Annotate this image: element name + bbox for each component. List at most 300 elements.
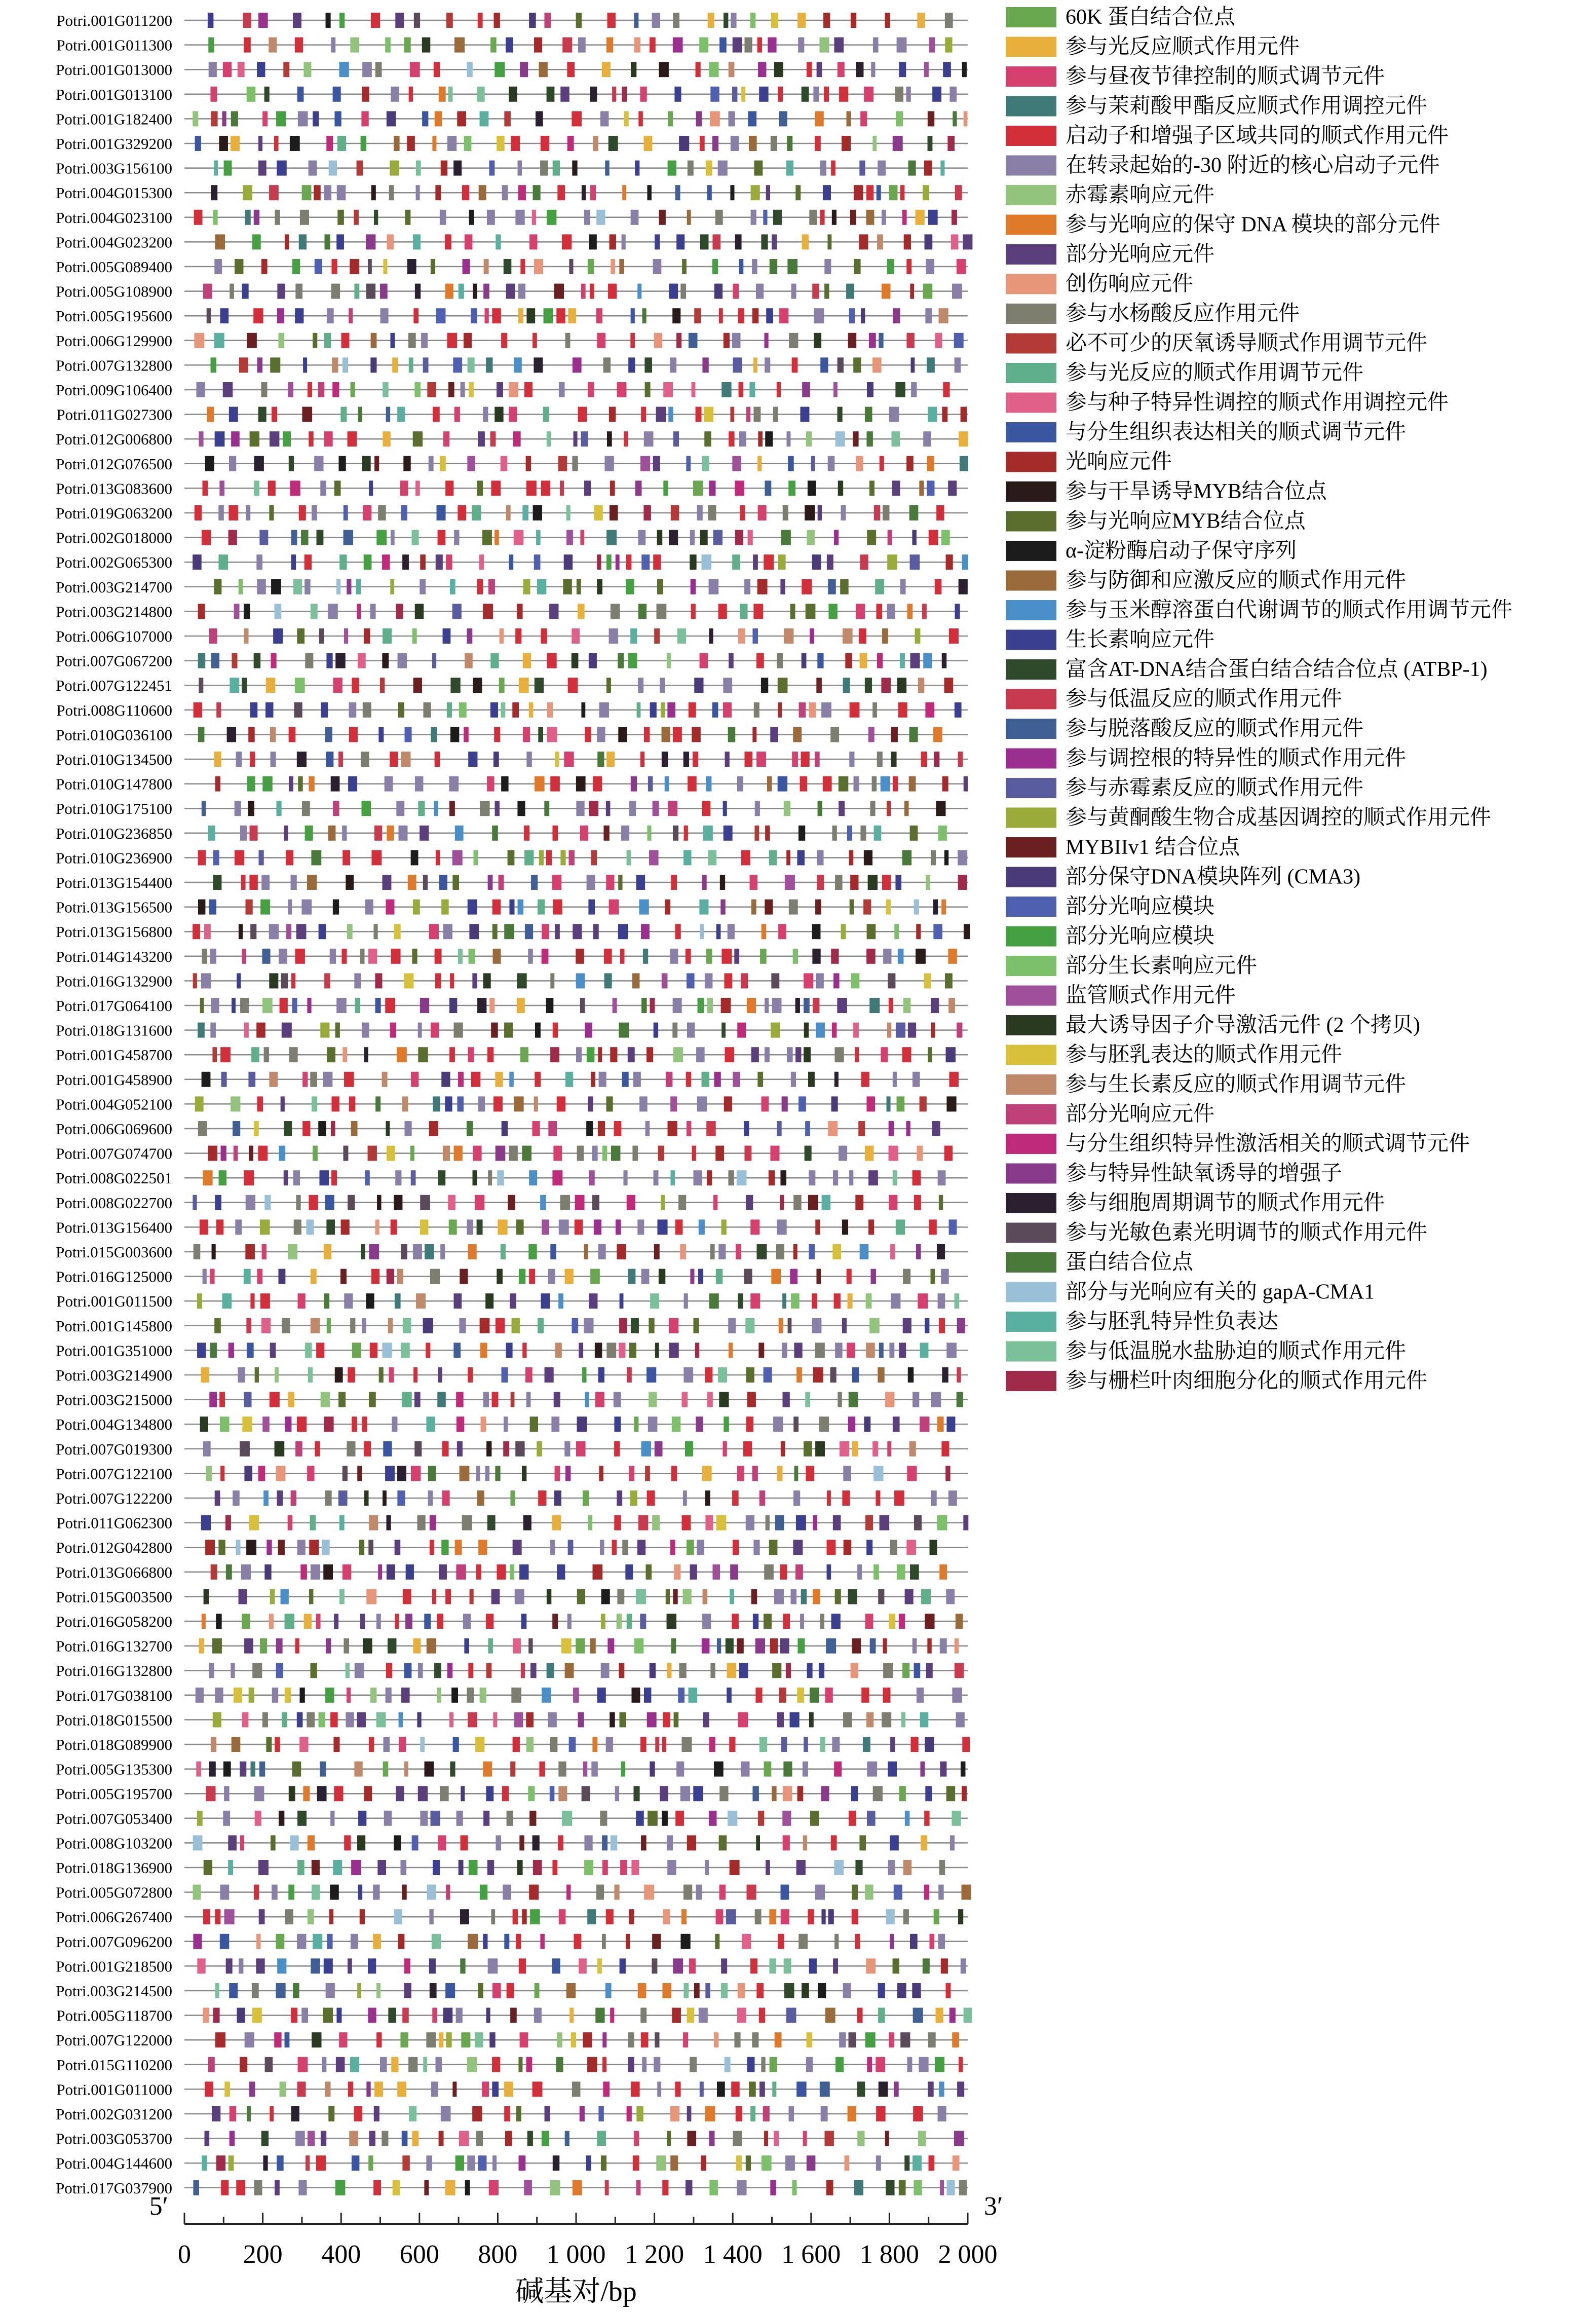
element-box (291, 875, 297, 890)
gene-label: Potri.017G038100 (56, 1686, 172, 1704)
element-box (759, 2081, 765, 2097)
element-box (661, 702, 665, 718)
element-box (490, 702, 498, 718)
element-box (477, 87, 485, 102)
element-box (511, 1392, 515, 1407)
element-box (448, 382, 454, 397)
element-box (337, 210, 344, 225)
element-box (723, 801, 727, 816)
element-box (321, 2131, 326, 2146)
element-box (747, 1392, 756, 1407)
x-tick-label: 200 (243, 2240, 283, 2269)
element-box (417, 1515, 426, 1531)
element-box (565, 333, 571, 348)
legend-label: 参与细胞周期调节的顺式作用元件 (1066, 1191, 1385, 1215)
element-box (635, 480, 642, 496)
element-box (305, 579, 311, 594)
element-box (764, 333, 768, 348)
element-box (513, 1909, 518, 1924)
element-box (700, 136, 705, 151)
element-box (759, 2008, 765, 2023)
element-box (540, 1934, 545, 1949)
element-box (578, 604, 585, 619)
element-box (343, 1047, 347, 1062)
element-box (334, 480, 341, 496)
element-box (764, 1614, 772, 1629)
element-box (823, 13, 830, 28)
element-box (730, 407, 734, 422)
element-box (307, 1712, 315, 1727)
element-box (653, 259, 662, 274)
element-box (418, 1663, 423, 1678)
element-box (603, 357, 611, 372)
element-box (801, 1589, 807, 1604)
element-box (804, 998, 810, 1013)
element-box (867, 1762, 877, 1777)
element-box (866, 1096, 875, 1111)
element-box (833, 973, 839, 988)
element-box (939, 1195, 943, 1210)
element-box (811, 456, 815, 471)
gene-label: Potri.008G103200 (56, 1834, 172, 1852)
element-box (468, 1934, 478, 1949)
element-box (864, 87, 873, 102)
element-box (705, 1490, 710, 1506)
element-box (815, 900, 821, 915)
element-box (465, 653, 473, 668)
element-box (865, 2032, 876, 2047)
gene-label: Potri.010G036100 (56, 726, 172, 744)
element-box (212, 1638, 222, 1654)
element-box (891, 431, 900, 446)
element-box (416, 1293, 426, 1309)
element-box (546, 850, 552, 865)
element-box (902, 850, 912, 865)
element-box (606, 752, 615, 767)
element-box (913, 1638, 917, 1654)
element-box (391, 87, 399, 102)
element-box (233, 1490, 240, 1506)
element-box (522, 1909, 526, 1924)
element-box (798, 38, 804, 53)
element-box (952, 284, 962, 299)
element-box (713, 1195, 717, 1210)
element-box (216, 702, 221, 718)
element-box (524, 2180, 532, 2195)
element-box (563, 579, 572, 594)
element-box (831, 161, 835, 176)
element-box (634, 2131, 639, 2146)
element-box (655, 2032, 659, 2047)
element-box (611, 1835, 617, 1850)
element-box (610, 480, 615, 496)
element-box (774, 1589, 784, 1604)
element-box (852, 1885, 858, 1900)
element-box (520, 259, 525, 274)
element-box (805, 505, 815, 520)
element-box (533, 505, 542, 520)
element-box (618, 727, 627, 742)
element-box (945, 38, 952, 53)
element-box (380, 284, 388, 299)
element-box (604, 973, 612, 988)
element-box (518, 308, 523, 323)
element-box (257, 1096, 263, 1111)
element-box (852, 1909, 858, 1924)
element-box (592, 1146, 597, 1161)
element-box (328, 826, 336, 841)
element-box (329, 161, 337, 176)
element-box (790, 1712, 800, 1727)
element-box (700, 924, 704, 939)
element-box (208, 826, 215, 841)
element-box (201, 973, 211, 988)
element-box (309, 776, 314, 792)
element-box (709, 480, 715, 496)
element-box (333, 1737, 339, 1752)
element-box (627, 1614, 632, 1629)
element-box (317, 1786, 327, 1801)
element-box (278, 1540, 285, 1555)
element-box (583, 2032, 592, 2047)
element-box (839, 776, 848, 792)
element-box (289, 456, 294, 471)
element-box (631, 1318, 639, 1333)
element-box (598, 1047, 602, 1062)
element-box (266, 1737, 272, 1752)
element-box (782, 1342, 787, 1358)
element-box (243, 185, 252, 200)
element-box (403, 456, 410, 471)
element-box (872, 136, 877, 151)
element-box (204, 1860, 212, 1875)
element-box (627, 1195, 635, 1210)
element-box (845, 2155, 850, 2171)
element-box (804, 1023, 809, 1038)
element-box (636, 1589, 646, 1604)
element-box (193, 554, 202, 570)
element-box (213, 1712, 221, 1727)
gene-label: Potri.002G065300 (56, 553, 172, 572)
element-box (516, 2106, 521, 2121)
element-box (721, 1023, 726, 1038)
element-box (733, 284, 739, 299)
element-box (955, 1293, 960, 1309)
element-box (904, 2155, 909, 2171)
element-box (680, 284, 686, 299)
element-box (282, 1318, 290, 1333)
element-box (942, 407, 947, 422)
element-box (861, 1072, 869, 1087)
element-box (270, 727, 276, 742)
element-box (765, 998, 769, 1013)
element-box (637, 1219, 644, 1235)
element-box (640, 752, 644, 767)
element-box (676, 1762, 684, 1777)
element-box (803, 1835, 807, 1850)
gene-label: Potri.001G329200 (56, 135, 172, 153)
element-box (535, 1983, 540, 1998)
element-box (906, 333, 914, 348)
element-box (333, 801, 339, 816)
element-box (889, 185, 898, 200)
element-box (311, 1564, 320, 1580)
element-box (244, 628, 249, 644)
element-box (429, 456, 434, 471)
element-box (455, 2155, 464, 2171)
element-box (390, 333, 395, 348)
element-box (296, 924, 307, 939)
element-box (517, 604, 523, 619)
element-box (850, 900, 854, 915)
element-box (924, 161, 932, 176)
element-box (647, 1490, 655, 1506)
element-box (699, 2008, 708, 2023)
element-box (705, 1367, 712, 1383)
element-box (555, 924, 560, 939)
element-box (552, 826, 558, 841)
element-box (678, 1195, 686, 1210)
element-box (208, 1146, 217, 1161)
element-box (946, 1786, 956, 1801)
element-box (609, 136, 618, 151)
element-box (274, 136, 279, 151)
element-box (800, 1614, 804, 1629)
element-box (870, 801, 875, 816)
element-box (541, 480, 550, 496)
element-box (347, 579, 351, 594)
element-box (843, 1466, 851, 1481)
element-box (383, 1441, 392, 1457)
element-box (193, 1885, 201, 1900)
element-box (602, 1835, 607, 1850)
element-box (765, 1047, 770, 1062)
element-box (809, 1958, 817, 1973)
element-box (249, 1688, 254, 1703)
element-box (907, 604, 913, 619)
element-box (565, 1072, 573, 1087)
element-box (566, 505, 571, 520)
element-box (398, 702, 404, 718)
element-box (369, 2131, 375, 2146)
element-box (957, 1023, 962, 1038)
element-box (887, 554, 897, 570)
element-box (488, 579, 495, 594)
element-box (301, 2008, 308, 2023)
element-box (926, 259, 934, 274)
element-box (578, 38, 586, 53)
element-box (777, 382, 781, 397)
element-box (702, 357, 708, 372)
element-box (290, 1835, 299, 1850)
element-box (476, 1564, 481, 1580)
element-box (667, 1121, 677, 1136)
element-box (397, 2081, 406, 2097)
element-box (851, 973, 860, 988)
element-box (209, 628, 217, 644)
element-box (929, 38, 935, 53)
element-box (226, 1564, 232, 1580)
element-box (938, 308, 948, 323)
element-box (550, 776, 560, 792)
element-box (766, 308, 773, 323)
element-box (240, 826, 247, 841)
element-box (386, 407, 391, 422)
element-box (288, 1244, 297, 1259)
element-box (513, 431, 521, 446)
element-box (702, 1466, 712, 1481)
element-box (403, 1318, 411, 1333)
element-box (780, 1638, 789, 1654)
element-box (834, 530, 839, 545)
element-box (377, 1195, 382, 1210)
element-box (774, 62, 783, 77)
element-box (532, 1121, 540, 1136)
element-box (885, 2131, 889, 2146)
element-box (670, 1540, 675, 1555)
element-box (718, 604, 727, 619)
element-box (941, 900, 946, 915)
element-box (663, 1712, 670, 1727)
element-box (493, 1096, 503, 1111)
element-box (434, 801, 438, 816)
element-box (812, 1318, 821, 1333)
element-box (948, 1490, 957, 1506)
element-box (542, 1688, 551, 1703)
element-box (490, 38, 497, 53)
element-box (258, 161, 267, 176)
element-box (432, 2008, 437, 2023)
element-box (803, 1762, 808, 1777)
element-box (316, 1614, 321, 1629)
element-box (197, 1811, 203, 1826)
element-box (572, 1318, 579, 1333)
element-box (683, 752, 689, 767)
element-box (467, 1121, 473, 1136)
element-box (375, 1219, 379, 1235)
element-box (937, 1244, 945, 1259)
element-box (882, 875, 891, 890)
element-box (670, 357, 676, 372)
gene-label: Potri.001G011200 (56, 12, 172, 29)
element-box (840, 579, 849, 594)
element-box (324, 234, 330, 249)
element-box (435, 973, 441, 988)
element-box (376, 2032, 382, 2047)
element-box (195, 505, 202, 520)
element-box (683, 1885, 692, 1900)
element-box (473, 284, 477, 299)
element-box (687, 1835, 696, 1850)
element-box (603, 2081, 610, 2097)
element-box (641, 998, 647, 1013)
element-box (491, 1909, 495, 1924)
element-box (806, 1466, 814, 1481)
legend-swatch (1006, 986, 1056, 1006)
element-box (955, 185, 962, 200)
element-box (751, 900, 756, 915)
element-box (714, 2032, 718, 2047)
element-box (296, 1195, 300, 1210)
element-box (376, 1712, 386, 1727)
element-box (390, 161, 399, 176)
element-box (588, 900, 595, 915)
element-box (518, 185, 526, 200)
element-box (469, 924, 479, 939)
element-box (220, 1047, 231, 1062)
element-box (373, 2180, 381, 2195)
element-box (847, 1342, 855, 1358)
element-box (348, 1195, 355, 1210)
element-box (420, 1219, 429, 1235)
gene-label: Potri.010G236900 (56, 849, 172, 867)
element-box (778, 678, 788, 693)
element-box (639, 1096, 648, 1111)
element-box (865, 1885, 873, 1900)
element-box (906, 456, 914, 471)
element-box (821, 2106, 828, 2121)
element-box (249, 875, 257, 890)
element-box (850, 210, 856, 225)
element-box (936, 505, 944, 520)
element-box (375, 998, 381, 1013)
element-box (839, 801, 845, 816)
element-box (517, 801, 525, 816)
element-box (557, 1564, 565, 1580)
element-box (612, 1540, 617, 1555)
element-box (542, 924, 549, 939)
element-box (524, 382, 533, 397)
element-box (472, 505, 481, 520)
element-box (459, 1860, 464, 1875)
element-box (932, 1121, 940, 1136)
element-box (286, 924, 291, 939)
element-box (291, 2008, 297, 2023)
element-box (440, 1244, 445, 1259)
element-box (365, 900, 373, 915)
element-box (333, 678, 342, 693)
element-box (924, 1811, 929, 1826)
element-box (732, 1614, 738, 1629)
element-box (905, 1811, 910, 1826)
element-box (640, 456, 650, 471)
element-box (783, 505, 788, 520)
element-box (769, 1909, 776, 1924)
element-box (741, 1762, 749, 1777)
element-box (712, 702, 718, 718)
element-box (589, 653, 597, 668)
element-box (402, 1392, 411, 1407)
element-box (324, 185, 331, 200)
element-box (496, 1146, 506, 1161)
element-box (534, 2008, 542, 2023)
element-box (279, 949, 287, 964)
element-box (197, 1293, 202, 1309)
element-box (254, 653, 261, 668)
element-box (371, 13, 380, 28)
element-box (631, 776, 637, 792)
element-box (219, 1392, 225, 1407)
element-box (257, 62, 265, 77)
gene-label: Potri.011G062300 (56, 1514, 172, 1532)
element-box (820, 1614, 824, 1629)
element-box (362, 1023, 369, 1038)
element-box (529, 1269, 535, 1284)
element-box (817, 875, 824, 890)
element-box (478, 1540, 487, 1555)
element-box (912, 530, 916, 545)
element-box (533, 1860, 542, 1875)
